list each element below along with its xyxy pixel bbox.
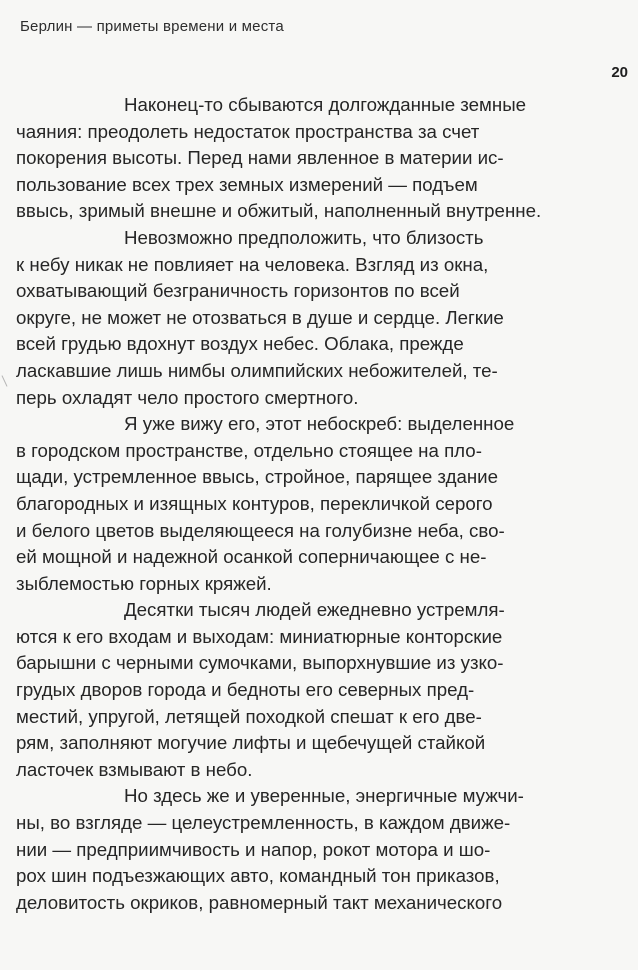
text-line: щади, устремленное ввысь, стройное, парящее здание (16, 466, 499, 488)
text-line: деловитость окриков, равномерный такт механического (16, 891, 503, 913)
text-line: зыблемостью горных кряжей. (16, 572, 272, 594)
text-line: грудых дворов города и бедноты его северных пред- (16, 679, 475, 701)
text-line: к небу никак не повлияет на человека. Взгляд из окна, (16, 253, 489, 275)
text-line: благородных и изящных контуров, перекличкой серого (16, 492, 493, 514)
text-line: рям, заполняют могучие лифты и щебечущей стайкой (16, 732, 486, 754)
running-title: Берлин — приметы времени и места (20, 18, 284, 35)
text-line: охватывающий безграничность горизонтов по всей (16, 280, 460, 302)
text-line: нии — предприимчивость и напор, рокот мотора и шо- (16, 838, 491, 860)
paragraph-first-line: Десятки тысяч людей ежедневно устремля- (124, 599, 505, 621)
text-line: ласточек взмывают в небо. (16, 758, 253, 780)
text-line: перь охладят чело простого смертного. (16, 386, 359, 408)
text-line: местий, упругой, летящей походкой спешат к его две- (16, 705, 482, 727)
text-line: ей мощной и надежной осанкой соперничающее с не- (16, 546, 487, 568)
text-line: ласкавшие лишь нимбы олимпийских небожителей, те- (16, 359, 498, 381)
text-line: барышни с черными сумочками, выпорхнувшие из узко- (16, 652, 504, 674)
text-line: всей грудью вдохнут воздух небес. Облака, прежде (16, 333, 464, 355)
text-line: рох шин подъезжающих авто, командный тон приказов, (16, 865, 500, 887)
page-number: 20 (611, 64, 628, 81)
paragraph-first-line: Я уже вижу его, этот небоскреб: выделенное (124, 413, 515, 435)
paragraph-first-line: Но здесь же и уверенные, энергичные мужчи- (124, 785, 524, 807)
margin-mark (2, 375, 8, 386)
text-line: чаяния: преодолеть недостаток пространства за счет (16, 120, 480, 142)
paragraph-first-line: Наконец-то сбываются долгожданные земные (124, 94, 527, 115)
text-line: округе, не может не отозваться в душе и сердце. Легкие (16, 306, 504, 328)
text-line: ны, во взгляде — целеустремленность, в каждом движе- (16, 812, 511, 834)
paragraph-first-line: Невозможно предположить, что близость (124, 226, 484, 248)
text-line: пользование всех трех земных измерений — подъем (16, 173, 478, 195)
text-line: покорения высоты. Перед нами явленное в материи ис- (16, 147, 504, 169)
text-line: и белого цветов выделяющееся на голубизне неба, сво- (16, 519, 505, 541)
text-line: в городском пространстве, отдельно стоящее на пло- (16, 439, 482, 461)
body-text (16, 92, 596, 916)
text-line: ввысь, зримый внешне и обжитый, наполненный внутренне. (16, 200, 542, 222)
text-line: ются к его входам и выходам: миниатюрные конторские (16, 625, 503, 647)
